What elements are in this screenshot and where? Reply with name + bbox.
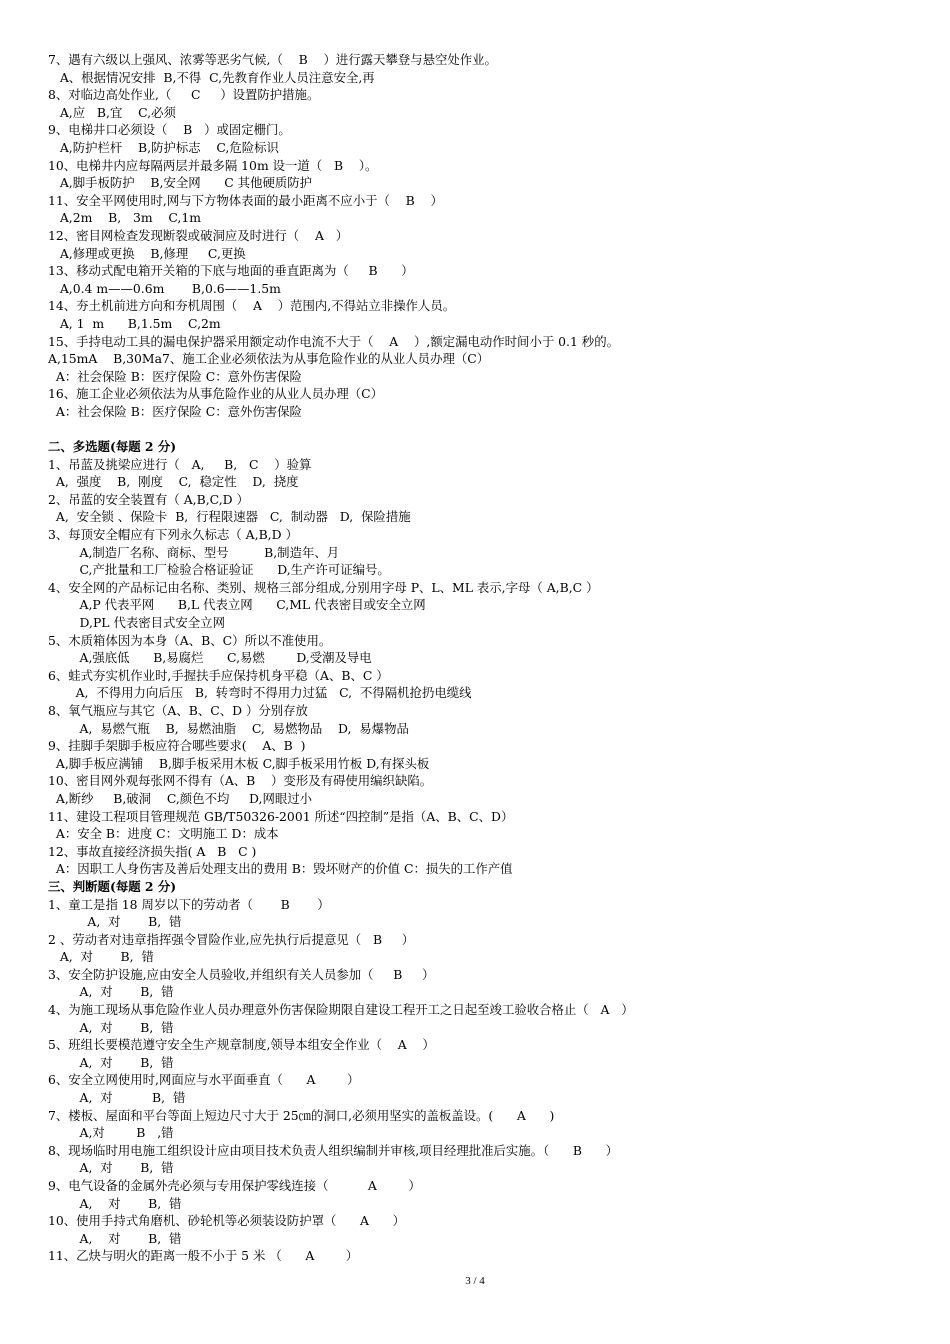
text-line: 5、木质箱体因为本身（A、B、C）所以不准使用。 <box>48 632 332 648</box>
text-line: 5、班组长要模范遵守安全生产规章制度,领导本组安全作业（ A ） <box>48 1037 435 1053</box>
text-line: A, 对 B, 错 <box>48 1230 182 1246</box>
text-line: A,断纱 B,破洞 C,颜色不均 D,网眼过小 <box>48 790 313 806</box>
text-line: A, 对 B, 错 <box>48 949 154 965</box>
text-line <box>48 420 908 438</box>
section-heading: 三、判断题(每题 2 分) <box>48 878 177 894</box>
text-line: 15、手持电动工具的漏电保护器采用额定动作电流不大于（ A ）,额定漏电动作时间小于 0.1 秒的。 <box>48 333 619 349</box>
text-line: A, 对 B, 错 <box>48 1019 174 1035</box>
text-line: A,制造厂名称、商标、型号 B,制造年、月 <box>48 544 340 560</box>
text-line: A,0.4 m——0.6m B,0.6——1.5m <box>48 280 281 296</box>
text-line: A,P 代表平网 B,L 代表立网 C,ML 代表密目或安全立网 <box>48 597 426 613</box>
text-line: A、根据情况安排 B,不得 C,先教育作业人员注意安全,再 <box>48 69 375 85</box>
text-line: 7、楼板、屋面和平台等面上短边尺寸大于 25㎝的洞口,必须用坚实的盖板盖设。( A ) <box>48 1107 555 1123</box>
text-line: A,脚手板应满铺 B,脚手板采用木板 C,脚手板采用竹板 D,有探头板 <box>48 755 430 771</box>
text-line: C,产批量和工厂检验合格证验证 D,生产许可证编号。 <box>48 562 390 578</box>
text-line: 3、每顶安全帽应有下列永久标志（ A,B,D ） <box>48 527 298 543</box>
text-line: 8、现场临时用电施工组织设计应由项目技术负责人组织编制并审核,项目经理批准后实施。（ B ） <box>48 1142 619 1158</box>
text-line: A, 易燃气瓶 B, 易燃油脂 C, 易燃物品 D, 易爆物品 <box>48 720 409 736</box>
text-line: A, 对 B, 错 <box>48 1090 186 1106</box>
text-line: 8、氧气瓶应与其它（A、B、C、D ）分别存放 <box>48 702 308 718</box>
text-line: A,对 B ,错 <box>48 1125 174 1141</box>
text-line: 11、建设工程项目管理规范 GB/T50326-2001 所述“四控制”是指（A、B、C、D） <box>48 808 514 824</box>
page-number: 3 / 4 <box>465 1275 485 1287</box>
text-line: 10、密目网外观每张网不得有（A、B ）变形及有碍使用编织缺陷。 <box>48 773 433 789</box>
text-line: 4、为施工现场从事危险作业人员办理意外伤害保险期限自建设工程开工之日起至竣工验收合格止（ A ） <box>48 1002 634 1018</box>
text-line: A,脚手板防护 B,安全网 C 其他硬质防护 <box>48 175 313 191</box>
text-line: A,15mA B,30Ma7、施工企业必须依法为从事危险作业的从业人员办理（C） <box>48 351 490 367</box>
text-line: A, 1 m B,1.5m C,2m <box>48 315 221 331</box>
text-line: 2 、劳动者对违章指挥强令冒险作业,应先执行后提意见（ B ） <box>48 931 415 947</box>
text-line: 1、童工是指 18 周岁以下的劳动者（ B ） <box>48 896 330 912</box>
text-line: 1、吊蓝及挑梁应进行（ A, B, C ）验算 <box>48 456 312 472</box>
text-line: A, 不得用力向后压 B, 转弯时不得用力过猛 C, 不得隔机抢扔电缆线 <box>48 685 472 701</box>
text-line: 9、电梯井口必须设（ B ）或固定栅门。 <box>48 122 291 138</box>
text-line: A, 对 B, 错 <box>48 1195 182 1211</box>
text-line: A,应 B,宜 C,必须 <box>48 104 176 120</box>
text-line: A：社会保险 B：医疗保险 C：意外伤害保险 <box>48 368 302 384</box>
document-body <box>48 51 908 1265</box>
text-line: 2、吊蓝的安全装置有（ A,B,C,D ） <box>48 491 249 507</box>
text-line: 7、遇有六级以上强风、浓雾等恶劣气候,（ B ）进行露天攀登与悬空处作业。 <box>48 52 497 67</box>
section-heading: 二、多选题(每题 2 分) <box>48 439 177 455</box>
text-line: 10、电梯井内应每隔两层并最多隔 10m 设一道（ B ）。 <box>48 157 378 173</box>
text-line: 4、安全网的产品标记由名称、类别、规格三部分组成,分别用字母 P、L、ML 表示,字母（ A,B,C ） <box>48 579 599 595</box>
text-line: 12、密目网检查发现断裂或破洞应及时进行（ A ） <box>48 227 349 243</box>
text-line: A, 对 B, 错 <box>48 1160 174 1176</box>
text-line: A,2m B, 3m C,1m <box>48 210 201 226</box>
text-line: 9、电气设备的金属外壳必须与专用保护零线连接（ A ） <box>48 1178 421 1193</box>
text-line: A：安全 B：进度 C：文明施工 D：成本 <box>48 826 279 842</box>
text-line: 11、安全平网使用时,网与下方物体表面的最小距离不应小于（ B ） <box>48 192 443 208</box>
text-line: A, 强度 B, 刚度 C, 稳定性 D, 挠度 <box>48 474 299 490</box>
text-line: 14、夯土机前进方向和夯机周围（ A ）范围内,不得站立非操作人员。 <box>48 298 456 314</box>
text-line: 3、安全防护设施,应由安全人员验收,并组织有关人员参加（ B ） <box>48 966 435 982</box>
text-line: A, 对 B, 错 <box>48 984 174 1000</box>
text-line: 8、对临边高处作业,（ C ）设置防护措施。 <box>48 87 320 103</box>
text-line: 11、乙炔与明火的距离一般不小于 5 米 （ A ） <box>48 1248 359 1264</box>
text-line: 6、安全立网使用时,网面应与水平面垂直（ A ） <box>48 1072 360 1088</box>
text-line: 10、使用手持式角磨机、砂轮机等必须装设防护罩（ A ） <box>48 1213 405 1229</box>
text-line: A, 安全锁 、保险卡 B, 行程限速器 C, 制动器 D, 保险措施 <box>48 509 411 525</box>
text-line: A,修理或更换 B,修理 C,更换 <box>48 245 246 261</box>
text-line: 12、事故直接经济损失指( A B C ) <box>48 843 257 859</box>
text-line: A,强底低 B,易腐烂 C,易燃 D,受潮及导电 <box>48 650 372 666</box>
text-line: 6、蛙式夯实机作业时,手握扶手应保持机身平稳（A、B、C ） <box>48 667 389 683</box>
text-line: D,PL 代表密目式安全立网 <box>48 615 225 630</box>
text-line: A：因职工人身伤害及善后处理支出的费用 B：毁坏财产的价值 C：损失的工作产值 <box>48 861 513 877</box>
text-line: 9、挂脚手架脚手板应符合哪些要求( A、B ) <box>48 738 306 754</box>
text-line: A：社会保险 B：医疗保险 C：意外伤害保险 <box>48 403 302 419</box>
text-line: A, 对 B, 错 <box>48 914 182 930</box>
text-line: A,防护栏杆 B,防护标志 C,危险标识 <box>48 139 279 155</box>
text-line: 13、移动式配电箱开关箱的下底与地面的垂直距离为（ B ） <box>48 263 414 279</box>
text-line: 16、施工企业必须依法为从事危险作业的从业人员办理（C） <box>48 386 384 402</box>
text-line: A, 对 B, 错 <box>48 1054 174 1070</box>
